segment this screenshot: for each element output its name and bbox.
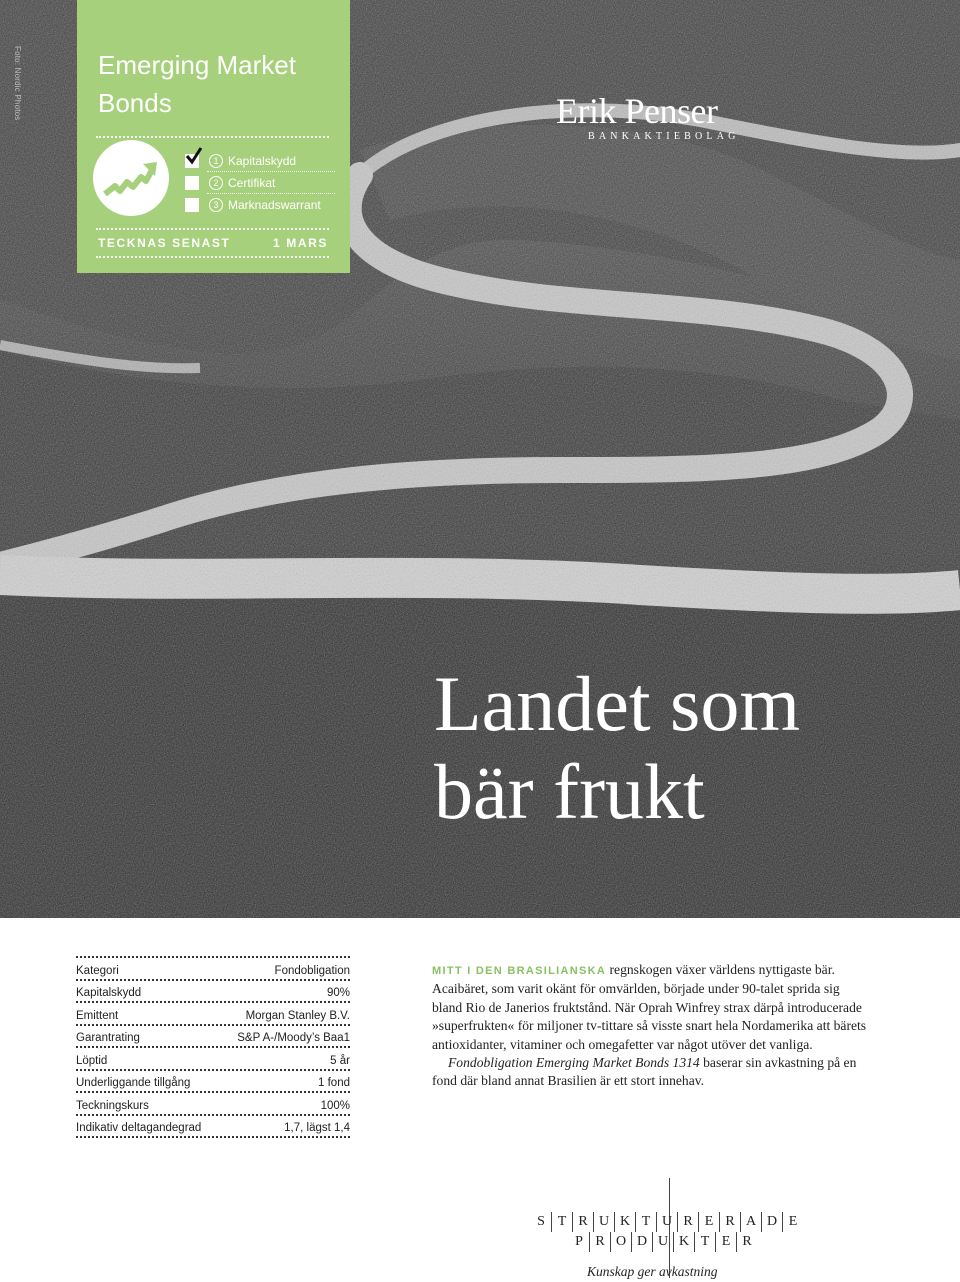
logo-letter: E <box>788 1214 798 1229</box>
photo-credit: Foto: Nordic Photos <box>13 46 22 121</box>
product-title: Emerging Market Bonds <box>98 50 296 118</box>
fact-label: Indikativ deltagandegrad <box>76 1122 202 1134</box>
fact-value: 1 fond <box>318 1077 350 1089</box>
product-type-list <box>185 150 335 216</box>
logo-letter: K <box>674 1232 695 1252</box>
option-kapitalskydd <box>185 150 335 172</box>
paragraph-2-text: baserar sin avkastning på en fond där bland annat Brasilien är ett stort innehav. <box>432 1055 857 1089</box>
brand-name: Erik Penser <box>556 91 718 131</box>
option-marknadswarrant <box>185 194 335 216</box>
logo-letter: D <box>762 1212 783 1232</box>
tagline: Kunskap ger avkastning <box>587 1264 718 1279</box>
fact-row <box>76 1048 350 1071</box>
fact-row <box>76 1093 350 1116</box>
fact-value: Fondobligation <box>274 964 350 977</box>
subscription-deadline <box>98 236 328 250</box>
fact-row <box>76 1003 350 1026</box>
fact-label: Kapitalskydd <box>76 987 142 999</box>
logo-letter: O <box>611 1232 632 1252</box>
logo-letter: A <box>741 1212 762 1232</box>
logo-letter: T <box>552 1212 573 1232</box>
logo-letter: E <box>716 1232 737 1252</box>
fact-table <box>76 956 350 1138</box>
logo-letter: P <box>569 1232 590 1252</box>
logo-word-strukturerade <box>531 1212 803 1232</box>
paragraph-2 <box>432 1054 872 1091</box>
fact-label: Kategori <box>76 964 119 977</box>
logo-letter: U <box>594 1212 615 1232</box>
fact-label: Löptid <box>76 1054 108 1067</box>
fact-label: Emittent <box>76 1009 119 1022</box>
headline-line-1: Landet som <box>434 660 801 747</box>
logo-letter: U <box>657 1212 678 1232</box>
logo-letter: K <box>615 1212 636 1232</box>
fact-value: Morgan Stanley B.V. <box>245 1009 350 1022</box>
growth-arrow-icon <box>93 140 169 216</box>
logo-letter: R <box>720 1212 741 1232</box>
fact-row <box>76 1026 350 1049</box>
option-label: Certifikat <box>228 176 276 190</box>
fact-row <box>76 1116 350 1139</box>
logo-letter: R <box>742 1234 752 1249</box>
headline <box>434 660 934 836</box>
option-number: 2 <box>209 176 223 190</box>
logo-letter: U <box>653 1232 674 1252</box>
logo-letter: S <box>531 1212 552 1232</box>
brand-subtitle: BANKAKTIEBOLAG <box>588 131 740 142</box>
checkbox-empty <box>185 176 199 190</box>
fact-value: S&P A-/Moody’s Baa1 <box>237 1032 350 1044</box>
divider <box>96 228 329 230</box>
paragraph-1-text: regnskogen växer världens nyttigaste bär. Acaibäret, som varit okänt för omvärlden, började under 90-talet sprida sig bland Rio de Janerios fruktstånd. När Oprah Winfrey strax därpå introducerade »superfrukten« för miljoner tv-tittare så visste snart hela Nordamerika att bärets antioxidanter, vitaminer och omegafetter var något utöver det vanliga. <box>432 962 867 1052</box>
fact-value: 1,7, lägst 1,4 <box>284 1122 350 1134</box>
fact-row <box>76 1071 350 1094</box>
lead-in: MITT I DEN BRASILIANSKA <box>432 965 607 977</box>
logo-letter: T <box>636 1212 657 1232</box>
checkbox-checked <box>185 154 199 168</box>
product-name-italic: Fondobligation Emerging Market Bonds 1314 <box>448 1055 700 1071</box>
fact-label: Teckningskurs <box>76 1099 149 1112</box>
option-number: 3 <box>209 198 223 212</box>
divider <box>96 256 329 258</box>
body-text <box>432 961 872 1091</box>
logo-letter: D <box>632 1232 653 1252</box>
logo-letter: R <box>573 1212 594 1232</box>
fact-row <box>76 981 350 1004</box>
checkbox-empty <box>185 198 199 212</box>
product-box <box>77 0 350 273</box>
logo-letter: E <box>699 1212 720 1232</box>
fact-label: Underliggande tillgång <box>76 1077 191 1089</box>
fact-label: Garantrating <box>76 1032 140 1044</box>
option-label: Kapitalskydd <box>228 154 297 168</box>
option-number: 1 <box>209 154 223 168</box>
headline-line-2: bär frukt <box>434 748 705 835</box>
erik-penser-logo <box>556 92 740 142</box>
logo-letter: R <box>678 1212 699 1232</box>
logo-letter: T <box>695 1232 716 1252</box>
logo-word-produkter <box>569 1232 757 1252</box>
option-certifikat <box>185 172 335 194</box>
checkmark-icon <box>184 146 204 166</box>
logo-letter: R <box>590 1232 611 1252</box>
fact-value: 100% <box>320 1099 350 1112</box>
divider <box>96 136 329 138</box>
deadline-label: TECKNAS SENAST <box>98 236 231 250</box>
fact-row <box>76 958 350 981</box>
fact-value: 90% <box>326 987 350 999</box>
fact-value: 5 år <box>330 1054 350 1067</box>
paragraph-1 <box>432 961 872 1054</box>
deadline-value: 1 MARS <box>273 236 328 250</box>
option-label: Marknadswarrant <box>228 198 321 212</box>
